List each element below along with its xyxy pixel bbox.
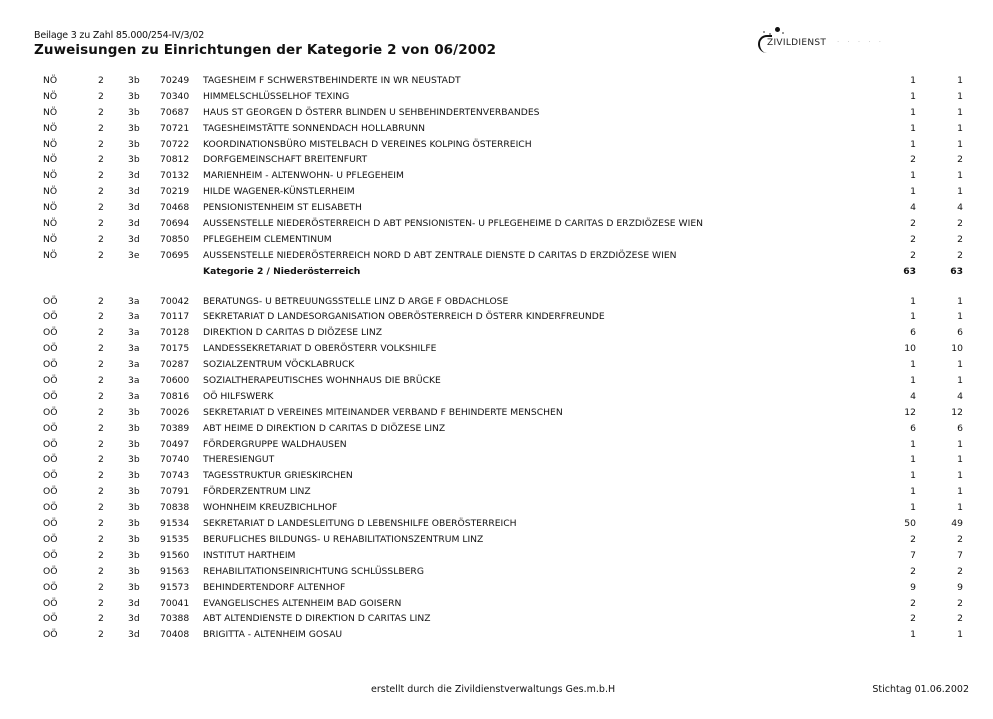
cell-land: NÖ [43, 218, 58, 230]
cell-land: OÖ [43, 581, 58, 593]
cell-assigned: 2 [910, 613, 916, 625]
cell-subcategory: 3b [128, 106, 140, 118]
cell-subcategory: 3b [128, 549, 140, 561]
cell-category: 2 [98, 422, 104, 434]
allocation-table [0, 73, 993, 643]
cell-assigned: 1 [910, 186, 916, 198]
cell-category: 2 [98, 438, 104, 450]
cell-category: 2 [98, 518, 104, 530]
cell-land: OÖ [43, 359, 58, 371]
cell-land: OÖ [43, 613, 58, 625]
cell-allocated: 6 [957, 327, 963, 339]
cell-land: OÖ [43, 422, 58, 434]
cell-allocated: 12 [951, 406, 963, 418]
table-row [0, 325, 993, 341]
cell-category: 2 [98, 233, 104, 245]
cell-land: OÖ [43, 311, 58, 323]
cell-category: 2 [98, 486, 104, 498]
cell-number: 70850 [160, 233, 190, 245]
cell-land: OÖ [43, 565, 58, 577]
cell-land: OÖ [43, 486, 58, 498]
cell-assigned: 2 [910, 249, 916, 261]
cell-subcategory: 3b [128, 422, 140, 434]
cell-category: 2 [98, 343, 104, 355]
cell-subcategory: 3b [128, 518, 140, 530]
cell-assigned: 1 [910, 122, 916, 134]
cell-subcategory: 3b [128, 406, 140, 418]
cell-number: 70497 [160, 438, 190, 450]
table-row [0, 468, 993, 484]
cell-institution-name: SOZIALTHERAPEUTISCHES WOHNHAUS DIE BRÜCKE [203, 375, 441, 387]
cell-number: 91534 [160, 518, 190, 530]
summary-label: Kategorie 2 / Niederösterreich [203, 265, 361, 277]
cell-land: OÖ [43, 533, 58, 545]
cell-assigned: 2 [910, 565, 916, 577]
cell-subcategory: 3b [128, 154, 140, 166]
cell-number: 70812 [160, 154, 190, 166]
cell-institution-name: SOZIALZENTRUM VÖCKLABRUCK [203, 359, 355, 371]
cell-institution-name: HILDE WAGENER-KÜNSTLERHEIM [203, 186, 355, 198]
cell-institution-name: KOORDINATIONSBÜRO MISTELBACH D VEREINES KOLPING ÖSTERREICH [203, 138, 532, 150]
cell-category: 2 [98, 295, 104, 307]
cell-number: 70128 [160, 327, 190, 339]
cell-institution-name: TAGESHEIMSTÄTTE SONNENDACH HOLLABRUNN [203, 122, 426, 134]
cell-category: 2 [98, 218, 104, 230]
cell-subcategory: 3d [128, 597, 140, 609]
cell-number: 70838 [160, 502, 190, 514]
cell-subcategory: 3b [128, 90, 140, 102]
cell-assigned: 2 [910, 154, 916, 166]
cell-assigned: 1 [910, 359, 916, 371]
cell-institution-name: ABT HEIME D DIREKTION D CARITAS D DIÖZESE LINZ [203, 422, 446, 434]
table-row [0, 405, 993, 421]
table-row [0, 73, 993, 89]
cell-institution-name: FÖRDERGRUPPE WALDHAUSEN [203, 438, 347, 450]
cell-assigned: 7 [910, 549, 916, 561]
document-title: Zuweisungen zu Einrichtungen der Kategorie 2 von 06/2002 [34, 42, 497, 58]
cell-assigned: 2 [910, 218, 916, 230]
cell-number: 70042 [160, 295, 190, 307]
cell-institution-name: AUSSENSTELLE NIEDERÖSTERREICH NORD D ABT ZENTRALE DIENSTE D CARITAS D ERZDIÖZESE WIEN [203, 249, 677, 261]
cell-number: 70389 [160, 422, 190, 434]
table-row [0, 184, 993, 200]
cell-assigned: 1 [910, 502, 916, 514]
cell-category: 2 [98, 581, 104, 593]
cell-allocated: 1 [957, 502, 963, 514]
cell-allocated: 1 [957, 295, 963, 307]
cell-institution-name: REHABILITATIONSEINRICHTUNG SCHLÜSSLBERG [203, 565, 424, 577]
cell-subcategory: 3b [128, 470, 140, 482]
summary-allocated: 63 [950, 265, 963, 277]
cell-category: 2 [98, 327, 104, 339]
cell-category: 2 [98, 454, 104, 466]
cell-number: 70721 [160, 122, 190, 134]
cell-number: 70340 [160, 90, 190, 102]
cell-subcategory: 3b [128, 122, 140, 134]
cell-land: NÖ [43, 186, 58, 198]
table-row [0, 500, 993, 516]
cell-number: 70388 [160, 613, 190, 625]
table-row [0, 248, 993, 264]
cell-category: 2 [98, 375, 104, 387]
table-row [0, 216, 993, 232]
cell-subcategory: 3d [128, 629, 140, 641]
cell-land: OÖ [43, 597, 58, 609]
cell-allocated: 2 [957, 218, 963, 230]
table-row [0, 89, 993, 105]
cell-institution-name: LANDESSEKRETARIAT D OBERÖSTERR VOLKSHILFE [203, 343, 437, 355]
cell-category: 2 [98, 170, 104, 182]
cell-assigned: 1 [910, 311, 916, 323]
cell-land: NÖ [43, 249, 58, 261]
cell-assigned: 1 [910, 170, 916, 182]
section-gap [0, 280, 993, 294]
cell-allocated: 1 [957, 122, 963, 134]
cell-institution-name: PENSIONISTENHEIM ST ELISABETH [203, 202, 362, 214]
cell-institution-name: SEKRETARIAT D VEREINES MITEINANDER VERBAND F BEHINDERTE MENSCHEN [203, 406, 563, 418]
cell-allocated: 49 [951, 518, 963, 530]
cell-land: OÖ [43, 454, 58, 466]
cell-number: 91535 [160, 533, 190, 545]
cell-land: OÖ [43, 502, 58, 514]
cell-number: 70695 [160, 249, 190, 261]
table-row [0, 532, 993, 548]
cell-allocated: 10 [951, 343, 963, 355]
cell-institution-name: INSTITUT HARTHEIM [203, 549, 296, 561]
cell-institution-name: DORFGEMEINSCHAFT BREITENFURT [203, 154, 368, 166]
cell-number: 70041 [160, 597, 190, 609]
logo-text: ZIVILDIENST [767, 38, 827, 48]
footer-created-by: erstellt durch die Zivildienstverwaltungs Ges.m.b.H [371, 684, 616, 695]
cell-allocated: 2 [957, 249, 963, 261]
cell-allocated: 1 [957, 629, 963, 641]
cell-subcategory: 3b [128, 454, 140, 466]
table-row [0, 105, 993, 121]
cell-category: 2 [98, 629, 104, 641]
cell-category: 2 [98, 359, 104, 371]
cell-institution-name: EVANGELISCHES ALTENHEIM BAD GOISERN [203, 597, 402, 609]
table-row [0, 357, 993, 373]
table-row [0, 373, 993, 389]
cell-assigned: 2 [910, 233, 916, 245]
cell-subcategory: 3a [128, 375, 140, 387]
cell-category: 2 [98, 202, 104, 214]
cell-allocated: 7 [957, 549, 963, 561]
cell-allocated: 1 [957, 438, 963, 450]
cell-allocated: 2 [957, 597, 963, 609]
cell-land: NÖ [43, 122, 58, 134]
cell-assigned: 1 [910, 138, 916, 150]
cell-allocated: 1 [957, 186, 963, 198]
cell-institution-name: FÖRDERZENTRUM LINZ [203, 486, 311, 498]
cell-institution-name: THERESIENGUT [203, 454, 275, 466]
table-row [0, 137, 993, 153]
cell-allocated: 1 [957, 138, 963, 150]
cell-allocated: 4 [957, 390, 963, 402]
cell-subcategory: 3b [128, 502, 140, 514]
zivildienst-logo [755, 22, 985, 52]
cell-institution-name: BERUFLICHES BILDUNGS- U REHABILITATIONSZENTRUM LINZ [203, 533, 484, 545]
cell-land: NÖ [43, 154, 58, 166]
table-row [0, 452, 993, 468]
cell-subcategory: 3b [128, 533, 140, 545]
cell-number: 70287 [160, 359, 190, 371]
table-row [0, 484, 993, 500]
cell-land: OÖ [43, 438, 58, 450]
cell-institution-name: TAGESHEIM F SCHWERSTBEHINDERTE IN WR NEUSTADT [203, 75, 461, 86]
cell-category: 2 [98, 249, 104, 261]
cell-subcategory: 3a [128, 359, 140, 371]
cell-land: NÖ [43, 75, 58, 86]
cell-land: NÖ [43, 170, 58, 182]
cell-allocated: 1 [957, 454, 963, 466]
cell-assigned: 1 [910, 470, 916, 482]
cell-subcategory: 3d [128, 233, 140, 245]
cell-number: 70468 [160, 202, 190, 214]
cell-category: 2 [98, 138, 104, 150]
cell-land: OÖ [43, 295, 58, 307]
cell-land: NÖ [43, 106, 58, 118]
cell-land: OÖ [43, 406, 58, 418]
cell-assigned: 50 [904, 518, 916, 530]
cell-allocated: 1 [957, 311, 963, 323]
logo-text-faded: · · · · · [837, 38, 885, 46]
cell-assigned: 10 [904, 343, 916, 355]
cell-institution-name: MARIENHEIM - ALTENWOHN- U PFLEGEHEIM [203, 170, 404, 182]
table-row [0, 437, 993, 453]
cell-allocated: 2 [957, 565, 963, 577]
summary-row [0, 264, 993, 280]
cell-assigned: 12 [904, 406, 916, 418]
cell-number: 70722 [160, 138, 190, 150]
cell-number: 70249 [160, 75, 190, 86]
table-row [0, 309, 993, 325]
cell-institution-name: DIREKTION D CARITAS D DIÖZESE LINZ [203, 327, 383, 339]
cell-allocated: 1 [957, 90, 963, 102]
cell-subcategory: 3d [128, 186, 140, 198]
cell-allocated: 1 [957, 375, 963, 387]
cell-number: 70408 [160, 629, 190, 641]
cell-number: 70694 [160, 218, 190, 230]
cell-institution-name: HAUS ST GEORGEN D ÖSTERR BLINDEN U SEHBEHINDERTENVERBANDES [203, 106, 540, 118]
cell-subcategory: 3a [128, 343, 140, 355]
cell-number: 70791 [160, 486, 190, 498]
cell-institution-name: WOHNHEIM KREUZBICHLHOF [203, 502, 338, 514]
cell-allocated: 1 [957, 170, 963, 182]
cell-subcategory: 3d [128, 170, 140, 182]
cell-allocated: 2 [957, 533, 963, 545]
cell-number: 70816 [160, 390, 190, 402]
table-row [0, 168, 993, 184]
table-row [0, 232, 993, 248]
cell-land: OÖ [43, 375, 58, 387]
cell-category: 2 [98, 502, 104, 514]
cell-assigned: 6 [910, 422, 916, 434]
cell-category: 2 [98, 90, 104, 102]
cell-assigned: 1 [910, 438, 916, 450]
cell-allocated: 1 [957, 470, 963, 482]
cell-category: 2 [98, 549, 104, 561]
cell-subcategory: 3a [128, 390, 140, 402]
cell-number: 70175 [160, 343, 190, 355]
cell-subcategory: 3b [128, 581, 140, 593]
cell-assigned: 2 [910, 597, 916, 609]
cell-subcategory: 3b [128, 138, 140, 150]
cell-number: 91560 [160, 549, 190, 561]
cell-number: 91563 [160, 565, 190, 577]
cell-assigned: 4 [910, 202, 916, 214]
cell-category: 2 [98, 311, 104, 323]
cell-land: OÖ [43, 549, 58, 561]
cell-land: NÖ [43, 138, 58, 150]
table-row [0, 200, 993, 216]
cell-assigned: 2 [910, 533, 916, 545]
cell-subcategory: 3b [128, 486, 140, 498]
cell-institution-name: ABT ALTENDIENSTE D DIREKTION D CARITAS LINZ [203, 613, 431, 625]
cell-land: OÖ [43, 390, 58, 402]
cell-assigned: 4 [910, 390, 916, 402]
cell-category: 2 [98, 122, 104, 134]
cell-subcategory: 3d [128, 613, 140, 625]
table-row [0, 548, 993, 564]
cell-category: 2 [98, 154, 104, 166]
cell-allocated: 2 [957, 613, 963, 625]
cell-land: OÖ [43, 629, 58, 641]
cell-allocated: 6 [957, 422, 963, 434]
cell-assigned: 1 [910, 90, 916, 102]
cell-subcategory: 3a [128, 327, 140, 339]
cell-category: 2 [98, 470, 104, 482]
cell-allocated: 4 [957, 202, 963, 214]
footer-reference-date: Stichtag 01.06.2002 [872, 684, 969, 695]
cell-subcategory: 3e [128, 249, 140, 261]
table-row [0, 564, 993, 580]
cell-institution-name: HIMMELSCHLÜSSELHOF TEXING [203, 90, 350, 102]
cell-land: OÖ [43, 518, 58, 530]
cell-land: OÖ [43, 343, 58, 355]
cell-subcategory: 3b [128, 75, 140, 86]
cell-category: 2 [98, 613, 104, 625]
cell-number: 70132 [160, 170, 190, 182]
cell-subcategory: 3b [128, 438, 140, 450]
cell-institution-name: TAGESSTRUKTUR GRIESKIRCHEN [203, 470, 353, 482]
cell-land: OÖ [43, 327, 58, 339]
cell-assigned: 1 [910, 629, 916, 641]
summary-assigned: 63 [903, 265, 916, 277]
cell-subcategory: 3a [128, 311, 140, 323]
table-row [0, 152, 993, 168]
cell-number: 70026 [160, 406, 190, 418]
logo-speck-icon [782, 32, 784, 34]
document-subtitle: Beilage 3 zu Zahl 85.000/254-IV/3/02 [34, 30, 205, 41]
cell-institution-name: BEHINDERTENDORF ALTENHOF [203, 581, 346, 593]
cell-category: 2 [98, 75, 104, 86]
cell-institution-name: OÖ HILFSWERK [203, 390, 274, 402]
cell-assigned: 1 [910, 295, 916, 307]
cell-allocated: 2 [957, 154, 963, 166]
cell-category: 2 [98, 406, 104, 418]
cell-subcategory: 3d [128, 202, 140, 214]
cell-assigned: 1 [910, 75, 916, 86]
cell-assigned: 1 [910, 454, 916, 466]
cell-institution-name: BERATUNGS- U BETREUUNGSSTELLE LINZ D ARGE F OBDACHLOSE [203, 295, 509, 307]
cell-number: 70219 [160, 186, 190, 198]
cell-allocated: 1 [957, 75, 963, 86]
cell-assigned: 1 [910, 106, 916, 118]
cell-institution-name: PFLEGEHEIM CLEMENTINUM [203, 233, 332, 245]
table-row [0, 580, 993, 596]
cell-assigned: 6 [910, 327, 916, 339]
cell-allocated: 1 [957, 486, 963, 498]
cell-land: NÖ [43, 90, 58, 102]
logo-dot-icon [775, 27, 780, 32]
cell-institution-name: SEKRETARIAT D LANDESLEITUNG D LEBENSHILFE OBERÖSTERREICH [203, 518, 517, 530]
cell-category: 2 [98, 565, 104, 577]
cell-land: NÖ [43, 233, 58, 245]
cell-subcategory: 3d [128, 218, 140, 230]
cell-category: 2 [98, 106, 104, 118]
cell-allocated: 1 [957, 106, 963, 118]
table-row [0, 421, 993, 437]
cell-number: 70743 [160, 470, 190, 482]
cell-assigned: 1 [910, 486, 916, 498]
table-row [0, 596, 993, 612]
cell-assigned: 1 [910, 375, 916, 387]
cell-number: 70117 [160, 311, 190, 323]
cell-land: NÖ [43, 202, 58, 214]
cell-subcategory: 3b [128, 565, 140, 577]
cell-category: 2 [98, 597, 104, 609]
cell-category: 2 [98, 186, 104, 198]
table-row [0, 121, 993, 137]
cell-subcategory: 3a [128, 295, 140, 307]
logo-speck-icon [763, 31, 765, 33]
cell-category: 2 [98, 390, 104, 402]
cell-assigned: 9 [910, 581, 916, 593]
cell-number: 70687 [160, 106, 190, 118]
table-row [0, 611, 993, 627]
cell-number: 70740 [160, 454, 190, 466]
cell-allocated: 2 [957, 233, 963, 245]
cell-institution-name: BRIGITTA - ALTENHEIM GOSAU [203, 629, 343, 641]
cell-number: 70600 [160, 375, 190, 387]
cell-institution-name: AUSSENSTELLE NIEDERÖSTERREICH D ABT PENSIONISTEN- U PFLEGEHEIME D CARITAS D ERZDIÖZESE WIEN [203, 218, 704, 230]
cell-institution-name: SEKRETARIAT D LANDESORGANISATION OBERÖSTERREICH D ÖSTERR KINDERFREUNDE [203, 311, 605, 323]
cell-number: 91573 [160, 581, 190, 593]
table-row [0, 389, 993, 405]
cell-land: OÖ [43, 470, 58, 482]
table-row [0, 341, 993, 357]
table-row [0, 516, 993, 532]
table-row [0, 294, 993, 310]
table-row [0, 627, 993, 643]
cell-allocated: 1 [957, 359, 963, 371]
cell-category: 2 [98, 533, 104, 545]
cell-allocated: 9 [957, 581, 963, 593]
